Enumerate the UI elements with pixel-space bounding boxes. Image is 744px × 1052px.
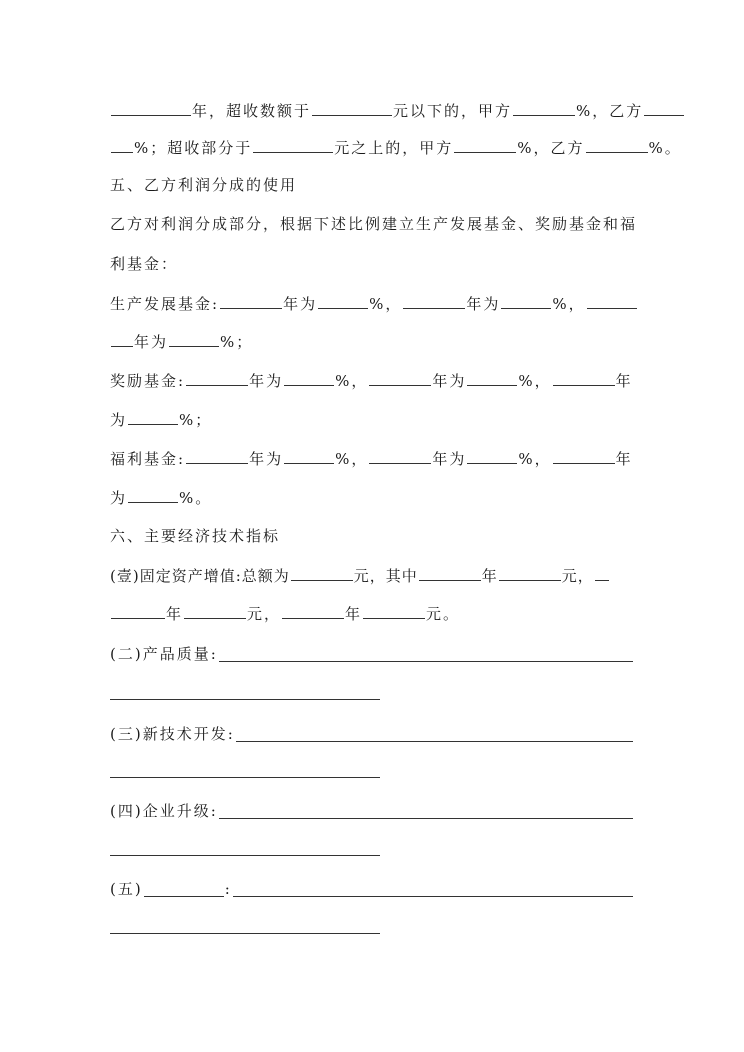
blank-field[interactable] [419, 563, 481, 581]
section5-intro-line-2: 利基金： [110, 255, 179, 273]
dev-fund-line-2 [110, 329, 634, 353]
blank-field[interactable] [284, 368, 334, 386]
blank-field[interactable] [403, 291, 465, 309]
blank-field-rule[interactable] [110, 855, 380, 856]
blank-field[interactable] [501, 291, 551, 309]
text: %， [518, 450, 552, 468]
text: 年为 [432, 450, 467, 468]
blank-field-rule[interactable] [110, 777, 380, 778]
item1-label: (壹)固定资产增值:总额为 [110, 567, 290, 585]
blank-field[interactable] [111, 601, 165, 619]
blank-field[interactable] [467, 446, 517, 464]
text: %，乙方 [576, 102, 644, 120]
reward-fund-line-1 [110, 368, 634, 392]
text: 为 [110, 411, 128, 429]
text: %， [518, 372, 552, 390]
blank-field[interactable] [111, 329, 133, 347]
item2-label: (二)产品质量: [110, 645, 218, 663]
item2-line [110, 642, 634, 666]
text: 年 [166, 605, 184, 623]
blank-field[interactable] [219, 817, 633, 819]
text: 年为 [249, 372, 284, 390]
text: 年 [481, 567, 498, 585]
text: 元以下的，甲方 [393, 102, 513, 120]
blank-field[interactable] [236, 740, 633, 742]
blank-field[interactable] [363, 601, 425, 619]
section5-intro-line-1: 乙方对利润分成部分，根据下述比例建立生产发展基金、奖励基金和福 [110, 215, 638, 233]
blank-field[interactable] [253, 135, 333, 153]
text: : [224, 880, 232, 898]
blank-field[interactable] [219, 660, 633, 662]
text: %， [552, 295, 586, 313]
blank-field[interactable] [128, 407, 178, 425]
blank-field[interactable] [111, 98, 191, 116]
blank-field[interactable] [553, 368, 615, 386]
blank-field[interactable] [513, 98, 575, 116]
blank-field[interactable] [291, 563, 353, 581]
blank-field[interactable] [587, 291, 637, 309]
text: 年为 [466, 295, 501, 313]
blank-field[interactable] [644, 98, 684, 116]
blank-field[interactable] [454, 135, 516, 153]
text: 年为 [134, 333, 169, 351]
item3-label: (三)新技术开发: [110, 725, 235, 743]
dev-fund-line-1 [110, 291, 634, 315]
welfare-fund-label: 福利基金: [110, 450, 186, 468]
blank-field[interactable] [499, 563, 561, 581]
blank-field[interactable] [369, 368, 431, 386]
blank-field[interactable] [111, 135, 133, 153]
blank-field[interactable] [144, 895, 224, 897]
text: 元， [561, 567, 594, 585]
blank-field[interactable] [220, 291, 282, 309]
overage-line-1 [110, 98, 644, 122]
blank-field[interactable] [282, 601, 344, 619]
text: 年 [345, 605, 363, 623]
welfare-fund-line-1 [110, 446, 634, 470]
dev-fund-label: 生产发展基金: [110, 295, 220, 313]
text: %；超收部分于 [134, 139, 253, 157]
text: %。 [648, 139, 682, 157]
blank-field[interactable] [312, 98, 392, 116]
overage-line-2 [110, 135, 682, 159]
blank-field[interactable] [169, 329, 219, 347]
blank-field[interactable] [128, 485, 178, 503]
text: %； [179, 411, 213, 429]
reward-fund-line-2 [110, 407, 634, 431]
text: %，乙方 [517, 139, 585, 157]
blank-field[interactable] [184, 601, 246, 619]
welfare-fund-line-2 [110, 485, 634, 509]
item5-prefix: (五) [110, 880, 143, 898]
text: 年为 [249, 450, 284, 468]
blank-field[interactable] [553, 446, 615, 464]
text: 元。 [426, 605, 461, 623]
text: 年，超收数额于 [192, 102, 312, 120]
text: 元， [247, 605, 282, 623]
blank-field-rule[interactable] [110, 699, 380, 700]
text: %， [369, 295, 403, 313]
section-heading-6: 六、主要经济技术指标 [110, 527, 281, 545]
blank-field-rule[interactable] [110, 933, 380, 934]
item1-line-2 [110, 601, 634, 625]
text: 为 [110, 489, 128, 507]
blank-field[interactable] [595, 563, 609, 581]
item1-line-1 [110, 563, 634, 587]
item3-line [110, 722, 634, 746]
blank-field[interactable] [318, 291, 368, 309]
text: 元，其中 [353, 567, 418, 585]
text: 年为 [432, 372, 467, 390]
blank-field[interactable] [233, 895, 633, 897]
text: %， [335, 450, 369, 468]
blank-field[interactable] [586, 135, 648, 153]
text: %； [220, 333, 254, 351]
text: %， [335, 372, 369, 390]
reward-fund-label: 奖励基金: [110, 372, 186, 390]
item4-label: (四)企业升级: [110, 802, 218, 820]
blank-field[interactable] [467, 368, 517, 386]
blank-field[interactable] [369, 446, 431, 464]
text: 年 [615, 372, 633, 390]
item5-line [110, 877, 634, 901]
item4-line [110, 799, 634, 823]
text: 年 [615, 450, 633, 468]
text: 元之上的，甲方 [334, 139, 454, 157]
text: 年为 [283, 295, 318, 313]
text: %。 [179, 489, 213, 507]
blank-field[interactable] [186, 446, 248, 464]
section-heading-5: 五、乙方利润分成的使用 [110, 176, 298, 194]
blank-field[interactable] [186, 368, 248, 386]
blank-field[interactable] [284, 446, 334, 464]
